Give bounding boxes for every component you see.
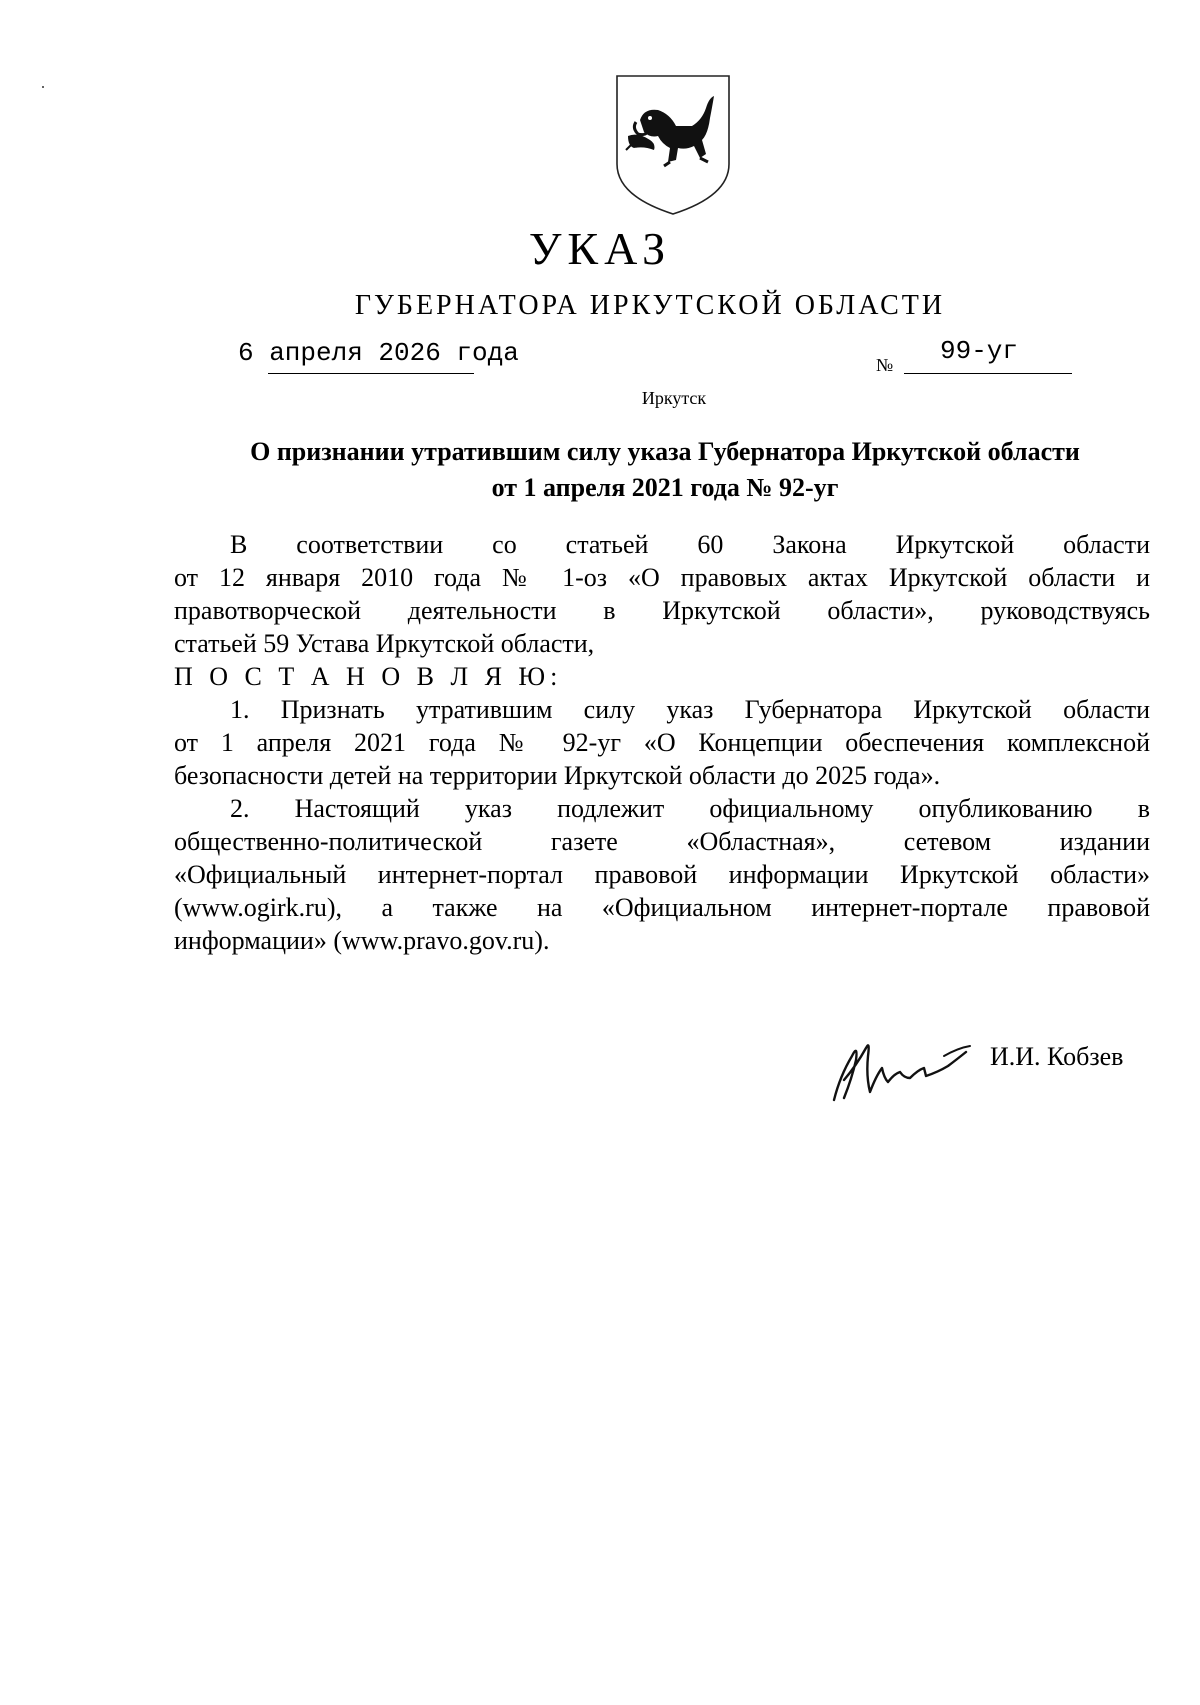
date-underline [268,373,474,374]
body-line: общественно-политической газете «Областная», сетевом издании [174,827,1150,856]
number-underline [904,373,1072,374]
signer-name: И.И. Кобзев [990,1042,1124,1071]
decree-heading [120,434,1200,506]
body-line: от 12 января 2010 года № 1-оз «О правовых актах Иркутской области и [174,563,1150,592]
heading-line: от 1 апреля 2021 года № 92-уг [491,473,839,502]
body-line: безопасности детей на территории Иркутской области до 2025 года». [174,761,941,790]
body-line: В соответствии со статьей 60 Закона Иркутской области [230,530,1150,559]
body-line: «Официальный интернет-портал правовой информации Иркутской области» [174,860,1150,889]
decree-body [174,528,1150,957]
body-line: от 1 апреля 2021 года № 92-уг «О Концепции обеспечения комплексной [174,728,1150,757]
body-line: правотворческой деятельности в Иркутской области», руководствуясь [174,596,1150,625]
body-line: 1. Признать утратившим силу указ Губернатора Иркутской области [230,695,1150,724]
body-line: (www.ogirk.ru), а также на «Официальном интернет-портале правовой [174,893,1150,922]
decree-word: П О С Т А Н О В Л Я Ю: [174,662,563,691]
document-subtitle: ГУБЕРНАТОРА ИРКУТСКОЙ ОБЛАСТИ [354,290,946,321]
decree-number: 99-уг [940,336,1019,366]
city-name: Иркутск [641,388,707,408]
number-sign: № [876,355,894,375]
body-line: статьей 59 Устава Иркутской области, [174,629,595,658]
scan-speck [42,86,44,88]
body-line: информации» (www.pravo.gov.ru). [174,926,550,955]
heading-line: О признании утратившим силу указа Губернатора Иркутской области [250,437,1080,466]
decree-date: 6 апреля 2026 года [238,338,519,368]
handwritten-signature [826,1026,974,1106]
body-line: 2. Настоящий указ подлежит официальному опубликованию в [230,794,1150,823]
irkutsk-coat-of-arms-icon [614,74,732,216]
document-title: УКАЗ [528,223,672,274]
